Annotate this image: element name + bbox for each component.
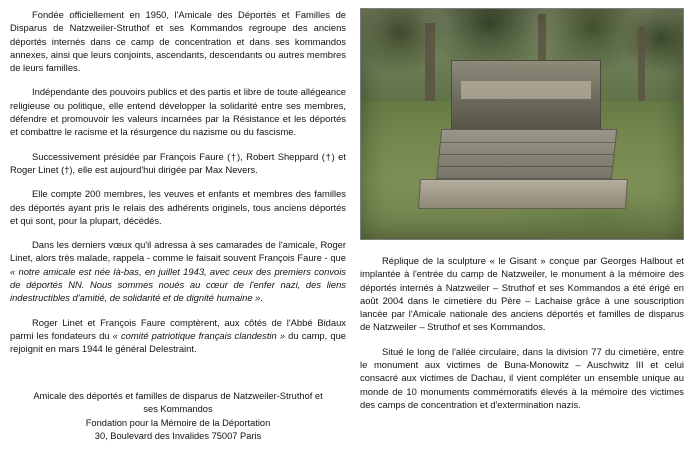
paragraph-1: Fondée officiellement en 1950, l'Amicale des Déportés et Familles de Disparus de Natzweiler-Struthof et ses Kommandos regroupe des anciens déportés internés dans ce camp de concentration et dans ses kommandos annexes, ainsi que leurs conjoints, ascendants, descendants ou autres membres de leurs familles. [10,9,346,74]
paragraph-6-quote: « comité patriotique français clandestin » [112,329,286,341]
footer-line-3: Fondation pour la Mémoire de la Déportation [85,417,271,428]
paragraph-6 [10,316,346,356]
footer-line-2: ses Kommandos [143,404,213,415]
paragraph-3: Successivement présidée par François Faure (†), Robert Sheppard (†) et Roger Linet (†), elle est aujourd'hui dirigée par Max Nevers. [10,150,346,175]
paragraph-6-lead: Roger Linet et François Faure comptèrent, aux côtés de l'Abbé Bidaux parmi les fondateurs du [10,316,346,341]
caption-paragraph-1: Réplique de la sculpture « le Gisant » conçue par Georges Halbout et implantée à l'entrée du camp de Natzweiler, le monument à la mémoire des déportés internés à Natzweiler – Struthof et ses Kommandos a été érigé en août 2004 dans le cimetière du Père – Lachaise grâce à une souscription lancée par l'Amicale nationale des anciens déportés et familles de disparus de Natzweiler – Struthof et ses Kommandos. [360,255,684,333]
paragraph-6-tail: du camp, que rejoignit en mars 1944 le général Delestraint. [10,329,347,355]
organisation-address-block [10,390,346,453]
paragraph-4: Elle compte 200 membres, les veuves et enfants et membres des familles des déportés ayant pris le relais des adhérents originels, tous anciens déportés et qui sont, pour la plupart, décédés. [10,188,346,226]
right-photo-column [360,8,684,453]
monument-photograph [360,8,684,240]
paragraph-5-quote: « notre amicale est née là-bas, en juillet 1943, avec ceux des premiers convois de déportés NN. Nous sommes noués au cœur de l'enfer nazi, des liens indestructibles d'amitié, de solidarité et de dignité humaine » [10,265,346,304]
paragraph-5-lead: Dans les derniers vœux qu'il adressa à ses camarades de l'amicale, Roger Linet, alors très malade, rappela - comme le faisait souvent François Faure - que [10,239,346,264]
paragraph-5 [10,238,346,304]
caption-paragraph-2: Situé le long de l'allée circulaire, dans la division 77 du cimetière, entre le monument aux victimes de Buna-Monowitz – Auschwitz III et celui consacré aux victimes de Dachau, il vient compléter un ensemble unique au monde de 10 monuments commémoratifs élevés à la mémoire des victimes des camps de concentration et d'extermination nazis. [360,345,684,410]
footer-line-1: Amicale des déportés et familles de disparus de Natzweiler-Struthof et [33,391,323,402]
left-text-column [10,8,346,453]
photo-vignette [361,9,683,239]
footer-line-4: 30, Boulevard des Invalides 75007 Paris [94,430,262,441]
paragraph-2: Indépendante des pouvoirs publics et des partis et libre de toute allégeance religieuse ou politique, elle entend développer la solidarité entre ses membres, défendre et promouvoir les valeurs incarnées par la Résistance et les déportés et combattre le racisme et la résurgence du nazisme ou du fascisme. [10,86,346,138]
paragraph-5-tail: . [260,292,263,304]
